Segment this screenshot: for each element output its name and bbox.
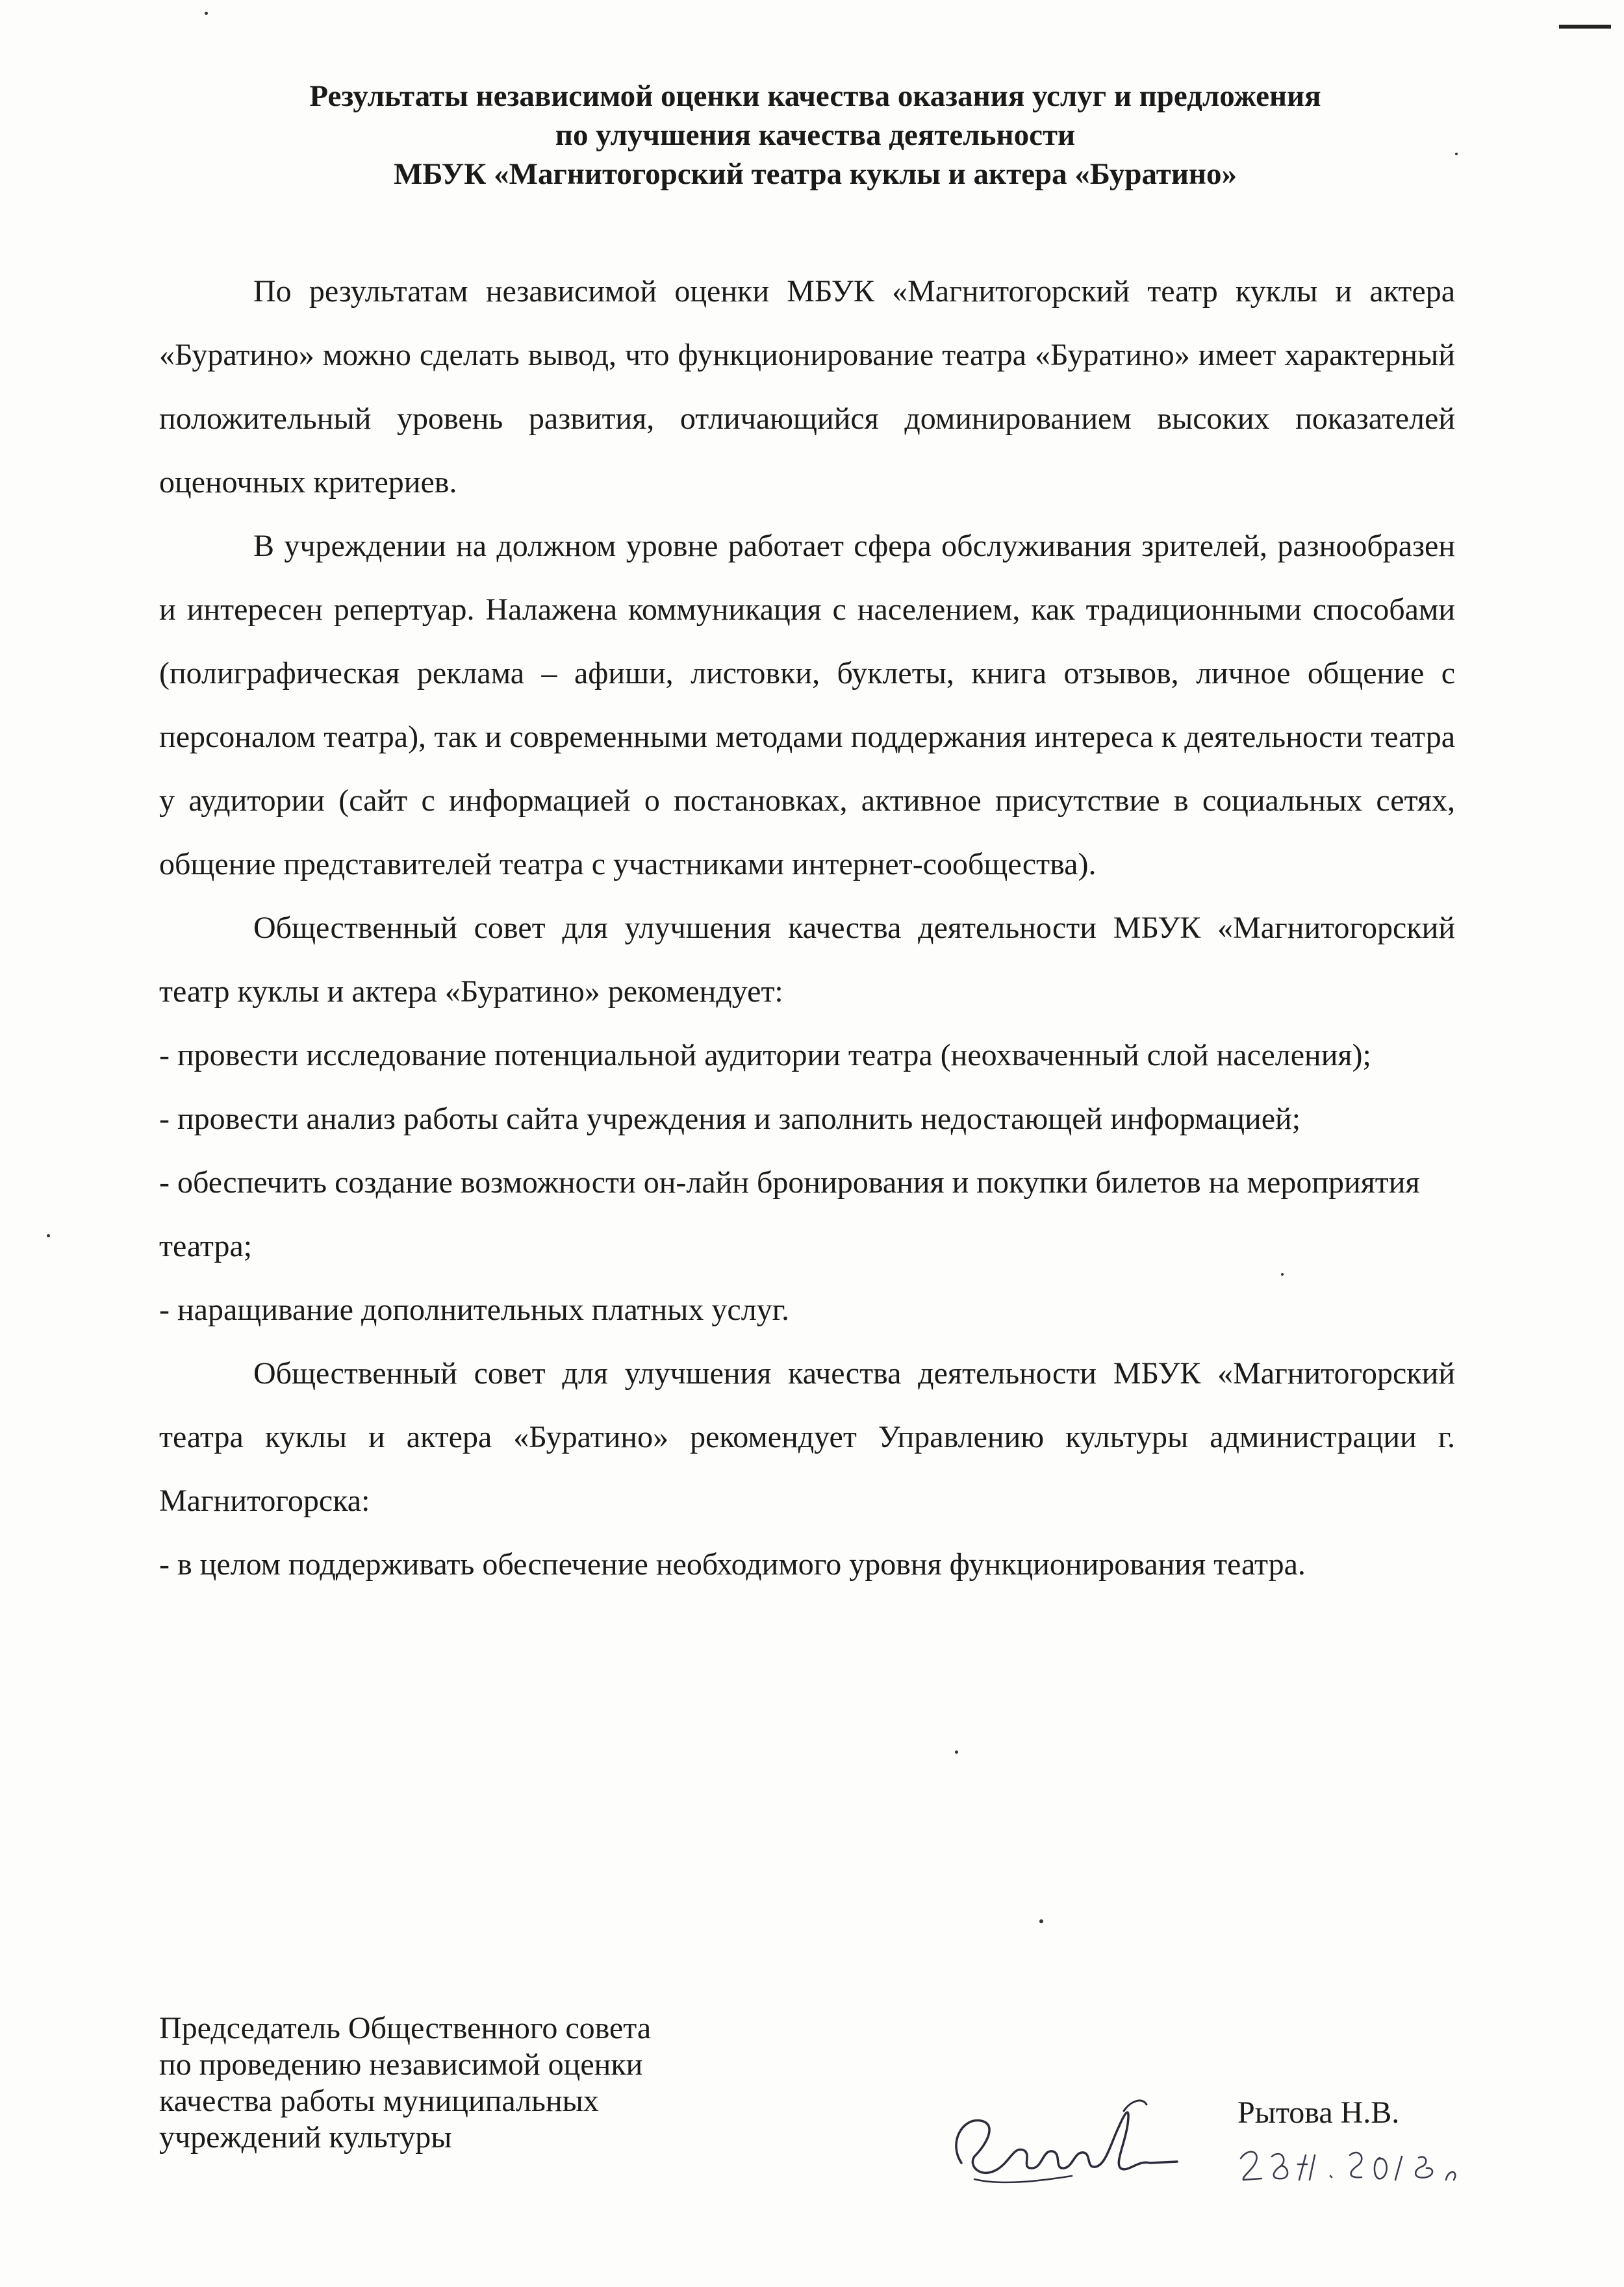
scan-speck <box>205 12 208 15</box>
paragraph-culture-department: Общественный совет для улучшения качества деятельности МБУК «Магнитогорский театра куклы и актера «Буратино» рекомендует Управлению культуры администрации г. Магнитогорска: <box>159 1356 1455 1518</box>
handwritten-date <box>1234 2142 1468 2188</box>
scan-speck <box>1281 1273 1284 1276</box>
scan-speck <box>1039 1919 1043 1923</box>
signer-name: Рытова Н.В. <box>1237 2095 1400 2130</box>
position-line: по проведению независимой оценки <box>159 2047 643 2082</box>
title-line-2: по улучшения качества деятельности <box>555 118 1076 152</box>
recommendation-item: - обеспечить создание возможности он-лайн бронирования и покупки билетов на мероприятия театра; <box>159 1165 1420 1263</box>
scan-speck <box>1455 153 1458 155</box>
recommendation-item: - провести исследование потенциальной аудитории театра (неохваченный слой населения); <box>159 1038 1371 1072</box>
paragraph-conclusion: По результатам независимой оценки МБУК «Магнитогорский театр куклы и актера «Буратино» можно сделать вывод, что функционирование театра «Буратино» имеет характерный положительный уровень развития, отличающийся доминированием высоких показателей оценочных критериев. <box>159 274 1455 499</box>
recommendation-item: - провести анализ работы сайта учреждения и заполнить недостающей информацией; <box>159 1102 1301 1136</box>
position-line: учреждений культуры <box>159 2120 452 2154</box>
scan-speck <box>955 1750 958 1754</box>
paragraph-recommendations-intro: Общественный совет для улучшения качества деятельности МБУК «Магнитогорский театр куклы и актера «Буратино» рекомендует: <box>159 911 1455 1009</box>
signatory-position <box>159 2010 651 2156</box>
paragraph-services: В учреждении на должном уровне работает сфера обслуживания зрителей, разнообразен и интересен репертуар. Налажена коммуникация с населением, как традиционными способами (полиграфическая реклама – афиши, листовки, буклеты, книга отзывов, личное общение с персоналом театра), так и современными методами поддержания интереса к деятельности театра у аудитории (сайт с информацией о постановках, активное присутствие в социальных сетях, общение представителей театра с участниками интернет-сообщества). <box>159 529 1455 881</box>
title-line-3: МБУК «Магнитогорский театра куклы и актера «Буратино» <box>393 157 1237 191</box>
handwritten-signature <box>935 2066 1208 2202</box>
recommendation-item: - наращивание дополнительных платных услуг. <box>159 1293 789 1327</box>
position-line: Председатель Общественного совета <box>159 2011 652 2045</box>
position-line: качества работы муниципальных <box>159 2084 599 2118</box>
recommendation-item: - в целом поддерживать обеспечение необходимого уровня функционирования театра. <box>159 1547 1306 1582</box>
document-body <box>159 260 1455 1597</box>
title-line-1: Результаты независимой оценки качества оказания услуг и предложения <box>309 79 1321 113</box>
scan-speck <box>47 1234 50 1237</box>
document-title <box>130 77 1501 194</box>
scan-corner-mark <box>1559 25 1611 29</box>
